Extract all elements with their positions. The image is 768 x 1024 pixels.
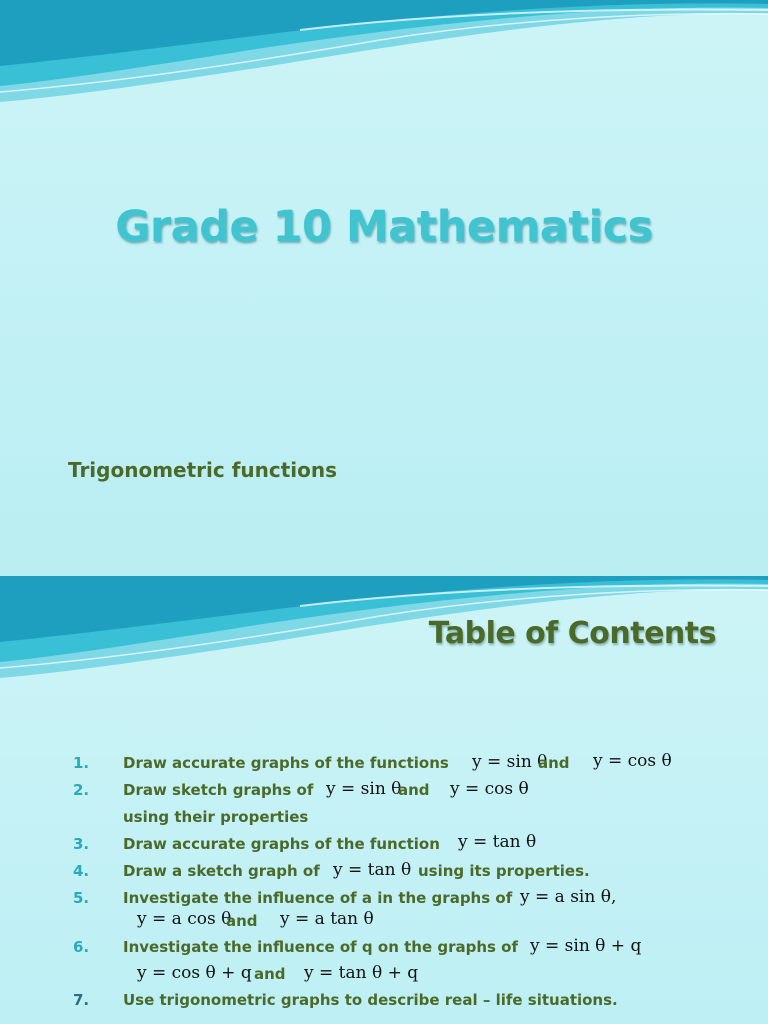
- toc-item-connector: and: [254, 965, 286, 983]
- toc-number: 5.: [73, 889, 90, 907]
- toc-number: 6.: [73, 938, 90, 956]
- toc-item-text: Draw accurate graphs of the function: [123, 835, 440, 853]
- toc-number: 1.: [73, 754, 90, 772]
- toc-item-connector: and: [398, 781, 430, 799]
- toc-item-text: Draw sketch graphs of: [123, 781, 314, 799]
- math-formula: y = tan θ: [333, 860, 412, 880]
- math-formula: y = sin θ: [326, 779, 402, 799]
- toc-number: 2.: [73, 781, 90, 799]
- toc-item-connector: and: [226, 912, 258, 930]
- math-formula: y = cos θ: [593, 751, 672, 771]
- math-formula: y = a sin θ,: [520, 887, 617, 907]
- toc-item-text-continued: using their properties: [123, 808, 309, 826]
- toc-item-text: Use trigonometric graphs to describe real – life situations.: [123, 991, 618, 1009]
- toc-number: 4.: [73, 862, 90, 880]
- math-formula: y = tan θ: [458, 832, 537, 852]
- toc-item-text: Draw a sketch graph of: [123, 862, 320, 880]
- slide-subtitle: Trigonometric functions: [68, 458, 338, 482]
- math-formula: y = cos θ: [450, 779, 529, 799]
- toc-item-text: Investigate the influence of q on the graphs of: [123, 938, 518, 956]
- toc-item-text-after: using its properties.: [418, 862, 590, 880]
- slide-title: Grade 10 Mathematics: [115, 202, 653, 252]
- toc-heading: Table of Contents: [428, 616, 716, 651]
- math-formula: y = a cos θ: [137, 909, 232, 929]
- header-wave-decoration: [0, 0, 768, 110]
- math-formula: y = cos θ + q: [137, 963, 252, 983]
- toc-number: 3.: [73, 835, 90, 853]
- toc-slide: [0, 576, 768, 1024]
- toc-item-text: Draw accurate graphs of the functions: [123, 754, 449, 772]
- math-formula: y = tan θ + q: [304, 963, 419, 983]
- toc-item-text: Investigate the influence of a in the graphs of: [123, 889, 513, 907]
- math-formula: y = sin θ + q: [530, 936, 642, 956]
- toc-item-connector: and: [538, 754, 570, 772]
- math-formula: y = sin θ: [472, 752, 548, 772]
- math-formula: y = a tan θ: [280, 909, 374, 929]
- toc-number: 7.: [73, 991, 90, 1009]
